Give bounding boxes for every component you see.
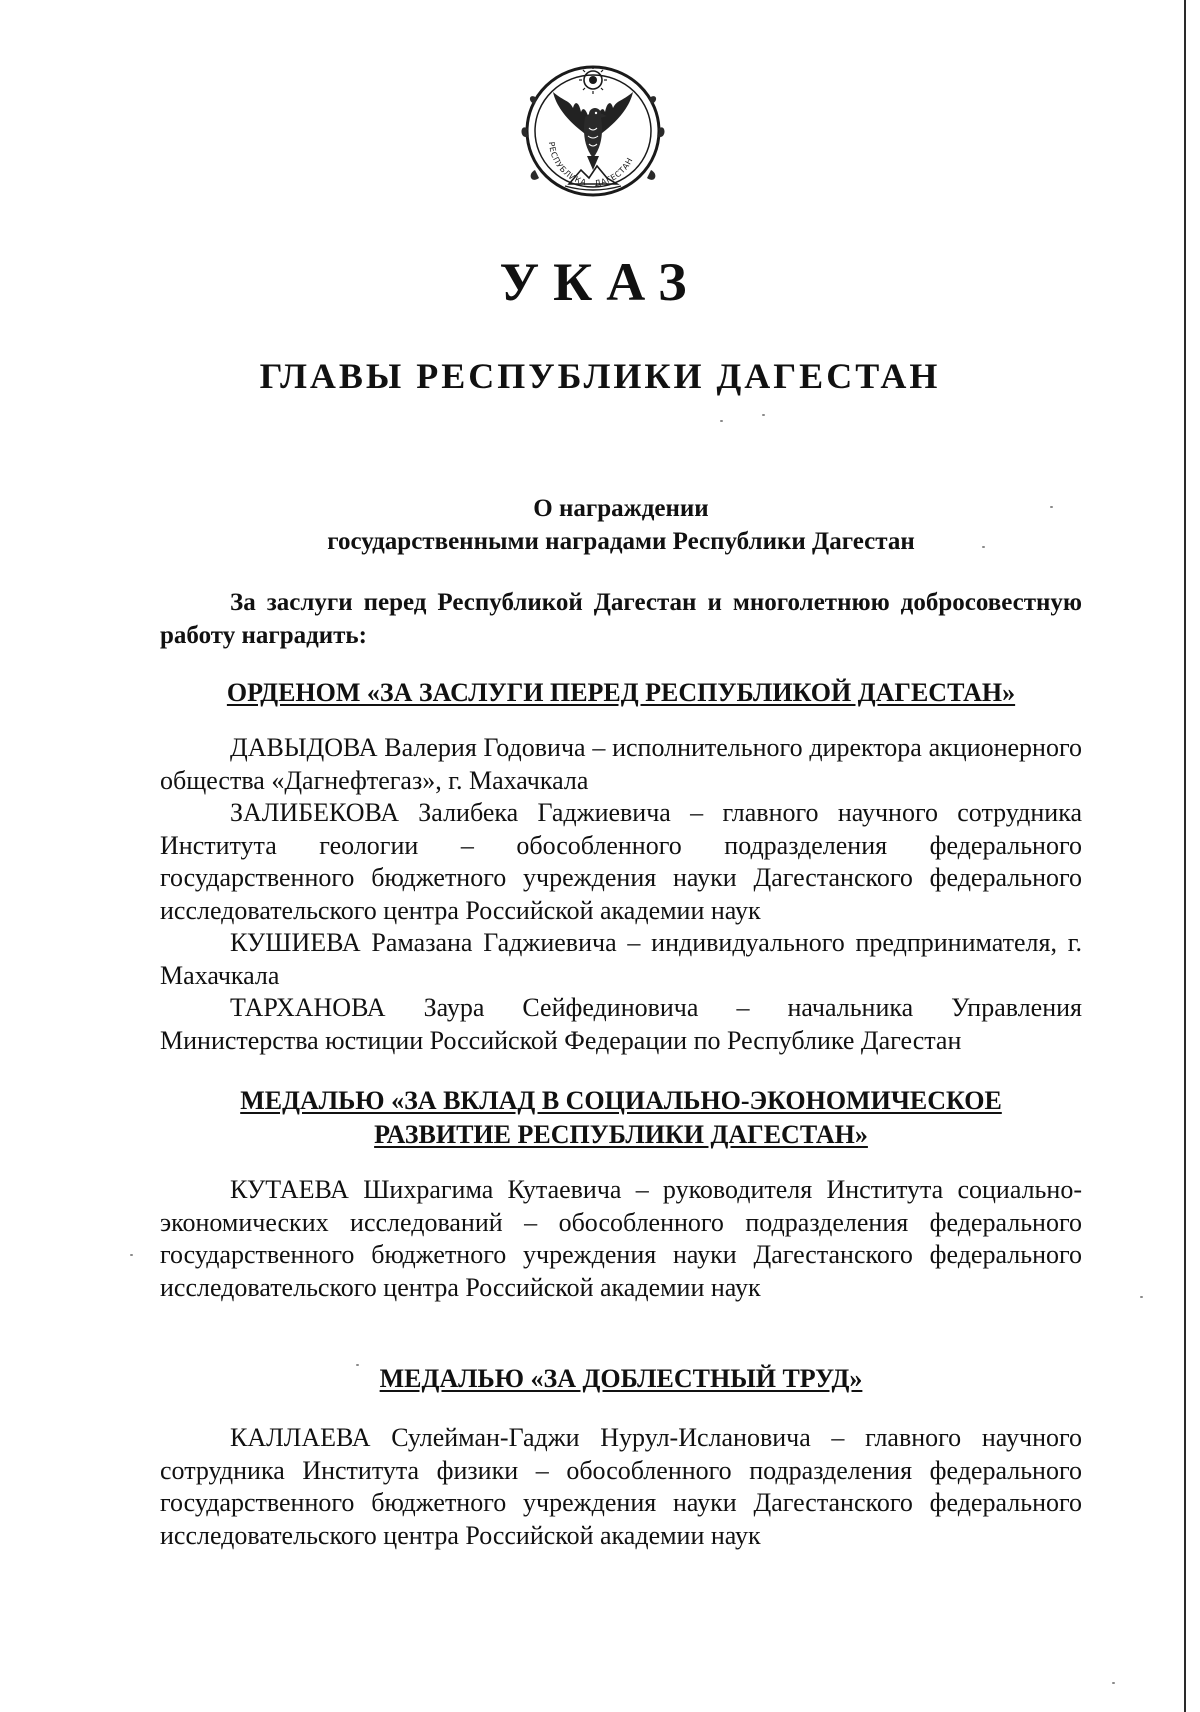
recipient-item: КУТАЕВА Шихрагима Кутаевича – руководителя Института социально-экономических исследований – обособленного подразделения федерального государственного бюджетного учреждения науки Дагестанского федерального исследовательского центра Российской академии наук — [160, 1175, 1082, 1302]
coat-of-arms-emblem — [513, 58, 673, 208]
recipient-item: КУШИЕВА Рамазана Гаджиевича – индивидуального предпринимателя, г. Махачкала — [160, 928, 1082, 990]
decree-subject-line-2: государственными наградами Республики Дагестан — [327, 528, 915, 555]
scan-speck — [982, 546, 985, 548]
recipient-item: ЗАЛИБЕКОВА Залибека Гаджиевича – главного научного сотрудника Института геологии – обособленного подразделения федерального государственного бюджетного учреждения науки Дагестанского федерального исследовательского центра Российской академии наук — [160, 798, 1082, 925]
award-recipients-medal-labor — [160, 1422, 1082, 1552]
award-recipients-order — [160, 732, 1082, 1057]
document-issuer: ГЛАВЫ РЕСПУБЛИКИ ДАГЕСТАН — [259, 356, 941, 396]
document-title: УКАЗ — [499, 252, 701, 312]
decree-preamble: За заслуги перед Республикой Дагестан и многолетнюю добросовестную работу наградить: — [160, 589, 1082, 649]
scan-speck — [762, 414, 765, 416]
scan-speck — [1112, 1682, 1115, 1684]
scan-speck — [1140, 1296, 1143, 1298]
award-recipients-medal-contribution — [160, 1174, 1082, 1304]
emblem-inscription-left: РЕСПУБЛИКА — [546, 141, 588, 188]
recipient-item: КАЛЛАЕВА Сулейман-Гаджи Нурул-Ислановича – главного научного сотрудника Института физики – обособленного подразделения федерального государственного бюджетного учреждения науки Дагестанского федерального исследовательского центра Российской академии наук — [160, 1423, 1082, 1550]
scan-speck — [1050, 506, 1053, 508]
scan-speck — [356, 1364, 359, 1366]
scan-speck — [130, 1254, 133, 1256]
award-heading-medal-labor — [160, 1362, 1082, 1396]
award-heading-order — [160, 676, 1082, 710]
decree-subject-line-1: О награждении — [533, 495, 709, 522]
award-heading-medal-contribution — [160, 1084, 1082, 1152]
decree-subject — [160, 492, 1082, 558]
recipient-item: ДАВЫДОВА Валерия Годовича – исполнительного директора акционерного общества «Дагнефтегаз», г. Махачкала — [160, 733, 1082, 795]
award-heading-line: МЕДАЛЬЮ «ЗА ВКЛАД В СОЦИАЛЬНО-ЭКОНОМИЧЕСКОЕ — [240, 1086, 1002, 1115]
recipient-item: ТАРХАНОВА Заура Сейфединовича – начальника Управления Министерства юстиции Российской Федерации по Республике Дагестан — [160, 993, 1082, 1055]
scan-speck — [720, 420, 723, 422]
award-heading-line: МЕДАЛЬЮ «ЗА ДОБЛЕСТНЫЙ ТРУД» — [379, 1364, 863, 1393]
award-heading-line: ОРДЕНОМ «ЗА ЗАСЛУГИ ПЕРЕД РЕСПУБЛИКОЙ ДАГЕСТАН» — [226, 678, 1016, 707]
award-heading-line: РАЗВИТИЕ РЕСПУБЛИКИ ДАГЕСТАН» — [374, 1120, 868, 1149]
emblem-inscription-right: ДАГЕСТАН — [593, 155, 635, 189]
